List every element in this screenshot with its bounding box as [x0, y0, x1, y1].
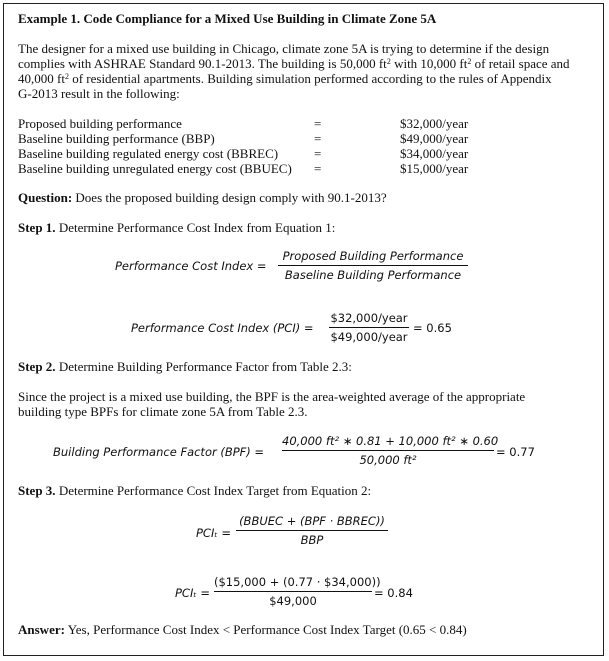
pcit-numerator: (BBUEC + (BPF · BBREC)): [239, 514, 385, 528]
bpf-lhs: Building Performance Factor (BPF) =: [53, 445, 265, 459]
step-1-text: Determine Performance Cost Index from Equation 1:: [55, 220, 336, 235]
fraction-bar: [236, 530, 388, 531]
step-2-para-2: building type BPFs for climate zone 5A from Table 2.3.: [18, 404, 308, 419]
pcit-fraction: [236, 514, 388, 547]
step-2-text: Determine Building Performance Factor from Table 2.3:: [55, 359, 352, 374]
fraction-bar: [329, 327, 409, 328]
eq2-lhs: Performance Cost Index (PCI) =: [131, 321, 314, 335]
pcit-value-result: = 0.84: [374, 586, 413, 600]
pcit-lhs: PCIₜ =: [196, 526, 232, 540]
step-3-text: Determine Performance Cost Index Target from Equation 2:: [55, 483, 372, 498]
result-value: $15,000/year: [400, 161, 469, 176]
eq2-result: = 0.65: [413, 321, 452, 335]
answer-label: Answer:: [18, 622, 65, 637]
result-label: Proposed building performance: [18, 116, 182, 131]
bpf-fraction: [282, 434, 499, 467]
eq2-numerator: $32,000/year: [330, 311, 408, 325]
question: [18, 190, 387, 205]
eq2-denominator: $49,000/year: [330, 330, 408, 344]
bpf-numerator: 40,000 ft² ∗ 0.81 + 10,000 ft² ∗ 0.60: [282, 434, 499, 448]
result-label: Baseline building unregulated energy cost (BBUEC): [18, 161, 292, 176]
step-2-heading: [18, 359, 352, 374]
result-value: $32,000/year: [400, 116, 469, 131]
fraction-bar: [214, 591, 372, 592]
intro-line-2: complies with ASHRAE Standard 90.1-2013. The building is 50,000 $ft^2$ with 10,000 $ft^2$ of retail space and: [18, 56, 570, 71]
intro-line-3: 40,000 $ft^2$ of residential apartments. Building simulation performed according to the rules of Appendix: [18, 71, 552, 86]
result-equals: =: [314, 131, 322, 146]
eq1-denominator: Baseline Building Performance: [284, 268, 462, 282]
step-2-label: Step 2.: [18, 359, 56, 374]
question-text: Does the proposed building design comply with 90.1-2013?: [72, 190, 387, 205]
eq2-fraction: [329, 311, 409, 344]
eq1-lhs: Performance Cost Index =: [115, 259, 267, 273]
pcit-denominator: BBP: [300, 533, 324, 547]
eq1-fraction: [278, 249, 468, 282]
pcit-value-numerator: ($15,000 + (0.77 · $34,000)): [214, 575, 381, 589]
pcit-value-fraction: [214, 575, 381, 608]
eq1-numerator: Proposed Building Performance: [282, 249, 464, 263]
pcit-value-lhs: PCIₜ =: [175, 586, 211, 600]
intro-line-4: G-2013 result in the following:: [18, 86, 180, 101]
step-1-label: Step 1.: [18, 220, 56, 235]
fraction-bar: [282, 450, 494, 451]
result-value: $34,000/year: [400, 146, 469, 161]
result-label: Baseline building performance (BBP): [18, 131, 215, 146]
result-equals: =: [314, 146, 322, 161]
question-label: Question:: [18, 190, 73, 205]
bpf-result: = 0.77: [496, 445, 535, 459]
step-1-heading: [18, 220, 335, 235]
result-equals: =: [314, 116, 322, 131]
answer: [18, 622, 467, 637]
fraction-bar: [278, 265, 468, 266]
step-3-label: Step 3.: [18, 483, 56, 498]
step-2-para-1: Since the project is a mixed use building, the BPF is the area-weighted average of the appropriate: [18, 389, 526, 404]
result-label: Baseline building regulated energy cost (BBREC): [18, 146, 279, 161]
pcit-value-denominator: $49,000: [269, 594, 317, 608]
intro-line-1: The designer for a mixed use building in Chicago, climate zone 5A is trying to determine if the design: [18, 41, 550, 56]
result-equals: =: [314, 161, 322, 176]
result-value: $49,000/year: [400, 131, 469, 146]
step-3-heading: [18, 483, 371, 498]
answer-text: Yes, Performance Cost Index < Performance Cost Index Target (0.65 < 0.84): [64, 622, 467, 637]
example-title: Example 1. Code Compliance for a Mixed Use Building in Climate Zone 5A: [18, 11, 437, 26]
bpf-denominator: 50,000 ft²: [359, 453, 417, 467]
